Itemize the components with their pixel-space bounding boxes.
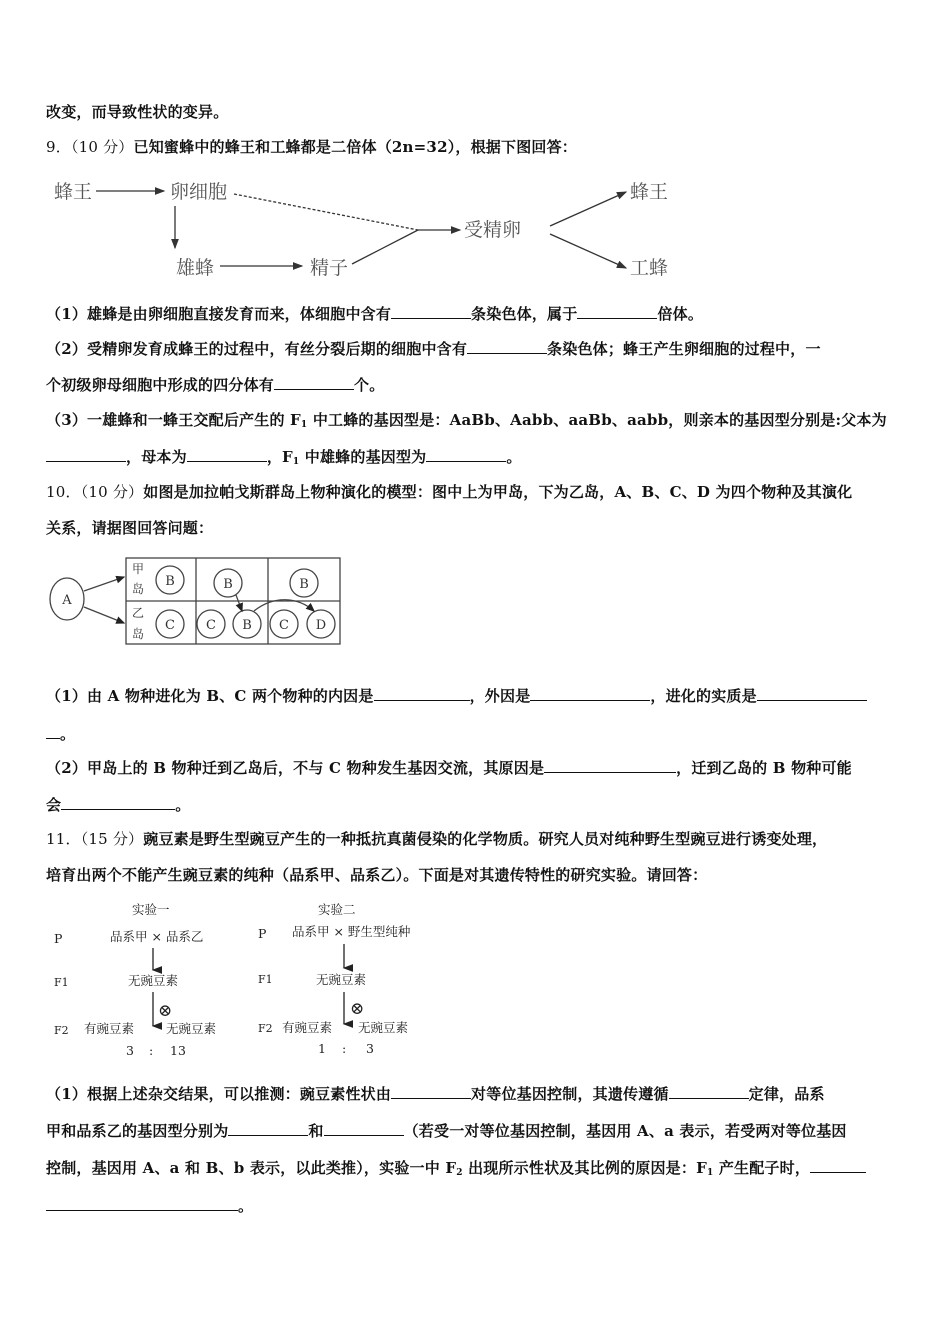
q10-p1-blank-essence[interactable] bbox=[757, 686, 867, 701]
exp2-f1: 无豌豆素 bbox=[316, 972, 367, 987]
exp2-title: 实验二 bbox=[318, 902, 356, 917]
q10-p2-text-c: 会 bbox=[46, 796, 62, 814]
q10-score: （10 分） bbox=[80, 483, 144, 501]
q10-p2-text-a: （2）甲岛上的 B 物种迁到乙岛后，不与 C 物种发生基因交流，其原因是 bbox=[46, 759, 545, 777]
q11-p1-blank-pairs[interactable] bbox=[391, 1084, 471, 1099]
q10-stem-line1 bbox=[46, 482, 852, 502]
exp2-f2-left: 有豌豆素 bbox=[282, 1020, 333, 1035]
q11-p1-text-c: 定律，品系 bbox=[748, 1085, 825, 1103]
exp1-f2-left: 有豌豆素 bbox=[84, 1021, 135, 1036]
q9-stem bbox=[46, 137, 577, 157]
exp1-ratio-left: 3 bbox=[126, 1043, 134, 1058]
exp1-selfing-icon: ⊗ bbox=[158, 1001, 173, 1021]
q9-p3-sub-2: 1 bbox=[292, 457, 300, 467]
node-queen-right: 蜂王 bbox=[630, 181, 669, 203]
node-queen-left: 蜂王 bbox=[54, 181, 93, 203]
q9-p1-text-a: （1）雄蜂是由卵细胞直接发育而来，体细胞中含有 bbox=[46, 305, 392, 323]
exp2-selfing-icon: ⊗ bbox=[350, 999, 365, 1019]
q9-p2-text-b: 条染色体；蜂王产生卵细胞的过程中，一 bbox=[547, 340, 821, 358]
exp2-ratio-right: 3 bbox=[366, 1041, 374, 1056]
q11-stem-line1 bbox=[46, 829, 827, 849]
q11-p1-blank-law[interactable] bbox=[669, 1084, 749, 1099]
exp1-ratio-right: 13 bbox=[170, 1043, 186, 1058]
node-sperm: 精子 bbox=[310, 257, 349, 279]
q9-part2-line1 bbox=[46, 339, 821, 359]
exp1-p-cross: 品系甲 × 品系乙 bbox=[110, 929, 204, 944]
arrow-zygote-to-queen bbox=[550, 192, 626, 226]
species-b-1: B bbox=[165, 574, 175, 589]
dashed-egg-line bbox=[234, 194, 418, 230]
q9-p3-text-f: 。 bbox=[506, 448, 522, 466]
q11-p1-text-f: （若受一对等位基因控制，基因用 A、a 表示，若受两对等位基因 bbox=[403, 1122, 847, 1140]
node-egg: 卵细胞 bbox=[170, 181, 228, 203]
q9-p1-blank-1[interactable] bbox=[391, 304, 471, 319]
exp2-f2-label: F2 bbox=[258, 1022, 273, 1035]
q9-part2-line2 bbox=[46, 375, 384, 395]
q9-p3-text-b: 中工蜂的基因型是：AaBb、Aabb、aaBb、aabb，则亲本的基因型分别是:父本为 bbox=[307, 411, 887, 429]
species-b-migrated: B bbox=[242, 618, 252, 633]
node-worker: 工蜂 bbox=[630, 257, 669, 279]
species-c-1: C bbox=[165, 618, 175, 633]
sperm-line bbox=[352, 230, 418, 264]
q10-p2-blank-reason[interactable] bbox=[544, 758, 676, 773]
q11-p1-blank-yi[interactable] bbox=[324, 1121, 404, 1136]
arrow-b-migrate bbox=[236, 595, 242, 611]
q10-p1-blank-external[interactable] bbox=[530, 686, 650, 701]
exp1-f1: 无豌豆素 bbox=[128, 973, 179, 988]
q10-part1-line2 bbox=[46, 724, 75, 744]
exp2-f1-label: F1 bbox=[258, 973, 273, 986]
island-yi-2: 岛 bbox=[131, 627, 145, 641]
q9-p3-sub: 1 bbox=[300, 420, 308, 430]
exp2-p-label: P bbox=[258, 926, 267, 941]
island-jia-1: 甲 bbox=[131, 562, 145, 576]
continuation-text bbox=[46, 102, 228, 122]
q9-score: （10 分） bbox=[70, 138, 134, 156]
q9-p1-blank-2[interactable] bbox=[577, 304, 657, 319]
q11-stem-text-b: 培育出两个不能产生豌豆素的纯种（品系甲、品系乙）。下面是对其遗传特性的研究实验。请回答： bbox=[46, 866, 708, 884]
species-evolution-diagram bbox=[46, 553, 346, 653]
q10-stem-text-a: 如图是加拉帕戈斯群岛上物种演化的模型：图中上为甲岛，下为乙岛，A、B、C、D 为四个物种及其演化 bbox=[143, 483, 853, 501]
q11-part1-line3 bbox=[46, 1158, 866, 1183]
q10-p1-blank-internal[interactable] bbox=[374, 686, 470, 701]
q9-p3-text-c: ，母本为 bbox=[126, 448, 187, 466]
island-jia-2: 岛 bbox=[131, 582, 145, 596]
q11-p1-text-g: 控制，基因用 A、a 和 B、b 表示，以此类推），实验一中 F bbox=[46, 1159, 457, 1177]
q11-stem-line2 bbox=[46, 865, 707, 885]
exp2-ratio-colon: : bbox=[342, 1041, 347, 1056]
q9-p3-text-e: 中雄蜂的基因型为 bbox=[299, 448, 427, 466]
q9-p2-text-d: 个。 bbox=[354, 376, 385, 394]
pea-cross-experiments-diagram bbox=[46, 898, 436, 1064]
q10-stem-line2 bbox=[46, 518, 213, 538]
exp1-f2-right: 无豌豆素 bbox=[166, 1021, 217, 1036]
q9-p2-blank-1[interactable] bbox=[467, 339, 547, 354]
q11-p1-text-h: 出现所示性状及其比例的原因是：F bbox=[462, 1159, 707, 1177]
bee-reproduction-diagram bbox=[50, 168, 690, 280]
q11-number: 11． bbox=[46, 830, 81, 848]
exp1-f2-label: F2 bbox=[54, 1024, 69, 1037]
species-a-label: A bbox=[62, 593, 72, 608]
q9-stem-text: 已知蜜蜂中的蜂王和工蜂都是二倍体（2n=32），根据下图回答： bbox=[133, 138, 578, 156]
q11-part1-line2 bbox=[46, 1121, 847, 1141]
q11-p1-text-d: 甲和品系乙的基因型分别为 bbox=[46, 1122, 229, 1140]
exp1-f1-label: F1 bbox=[54, 976, 69, 989]
q10-p2-blank-outcome[interactable] bbox=[61, 795, 175, 810]
q11-stem-text-a: 豌豆素是野生型豌豆产生的一种抵抗真菌侵染的化学物质。研究人员对纯种野生型豌豆进行诱变处理， bbox=[143, 830, 828, 848]
exp2-p-cross: 品系甲 × 野生型纯种 bbox=[292, 924, 411, 939]
island-yi-1: 乙 bbox=[131, 606, 145, 620]
q10-part2-line2 bbox=[46, 795, 190, 815]
exp1-title: 实验一 bbox=[132, 902, 170, 917]
arrow-a-to-top bbox=[84, 577, 124, 591]
q11-p1-blank-reason-cont[interactable] bbox=[46, 1196, 238, 1211]
q11-p1-sub-f1: 1 bbox=[706, 1168, 714, 1178]
q11-p1-text-i: 产生配子时， bbox=[713, 1159, 811, 1177]
exp2-ratio-left: 1 bbox=[318, 1041, 326, 1056]
node-drone: 雄蜂 bbox=[176, 257, 215, 279]
q9-number: 9． bbox=[46, 138, 71, 156]
species-c-3: C bbox=[279, 618, 289, 633]
q9-p2-text-a: （2）受精卵发育成蜂王的过程中，有丝分裂后期的细胞中含有 bbox=[46, 340, 468, 358]
q9-part1 bbox=[46, 304, 703, 324]
q10-part1-line1 bbox=[46, 686, 867, 706]
q11-p1-text-a: （1）根据上述杂交结果，可以推测：豌豆素性状由 bbox=[46, 1085, 392, 1103]
q9-p3-blank-father[interactable] bbox=[46, 447, 126, 462]
exp2-f2-right: 无豌豆素 bbox=[358, 1020, 409, 1035]
q11-p1-text-b: 对等位基因控制，其遗传遵循 bbox=[471, 1085, 669, 1103]
q9-p3-text-a: （3）一雄蜂和一蜂王交配后产生的 F bbox=[46, 411, 301, 429]
q9-p2-blank-2[interactable] bbox=[274, 375, 354, 390]
q11-part1-line1 bbox=[46, 1084, 825, 1104]
q9-part3-line2 bbox=[46, 447, 522, 472]
q10-number: 10． bbox=[46, 483, 81, 501]
species-b-3: B bbox=[299, 577, 309, 592]
q10-stem-text-b: 关系，请据图回答问题： bbox=[46, 519, 214, 537]
q9-p3-text-d: ，F bbox=[266, 448, 293, 466]
species-b-2: B bbox=[223, 577, 233, 592]
q10-p2-text-b: ，迁到乙岛的 B 物种可能 bbox=[676, 759, 852, 777]
q11-p1-text-e: 和 bbox=[308, 1122, 324, 1140]
q10-part2-line1 bbox=[46, 758, 852, 778]
q10-p1-text-b: ，外因是 bbox=[469, 687, 531, 705]
species-d: D bbox=[315, 618, 327, 633]
q9-p3-blank-drone[interactable] bbox=[426, 447, 506, 462]
q9-p1-text-b: 条染色体，属于 bbox=[471, 305, 578, 323]
q10-p1-text-d: 。 bbox=[60, 725, 76, 743]
q9-p2-text-c: 个初级卵母细胞中形成的四分体有 bbox=[46, 376, 275, 394]
q11-p1-blank-jia[interactable] bbox=[228, 1121, 308, 1136]
q11-score: （15 分） bbox=[80, 830, 144, 848]
q10-p1-blank-essence-cont[interactable] bbox=[46, 724, 60, 739]
q9-p3-blank-mother[interactable] bbox=[187, 447, 267, 462]
arrow-a-to-bottom bbox=[84, 607, 124, 623]
q10-p1-text-a: （1）由 A 物种进化为 B、C 两个物种的内因是 bbox=[46, 687, 374, 705]
exp1-ratio-colon: : bbox=[149, 1043, 154, 1058]
species-c-2: C bbox=[206, 618, 216, 633]
q9-part3-line1 bbox=[46, 410, 887, 435]
q11-p1-sub-f2: 2 bbox=[456, 1168, 463, 1178]
q11-part1-line4 bbox=[46, 1196, 253, 1216]
exp1-p-label: P bbox=[54, 931, 63, 946]
q10-p2-text-d: 。 bbox=[175, 796, 191, 814]
q10-p1-text-c: ，进化的实质是 bbox=[650, 687, 757, 705]
continuation-sentence: 改变，而导致性状的变异。 bbox=[46, 103, 229, 121]
node-zygote: 受精卵 bbox=[464, 219, 522, 241]
arrow-zygote-to-worker bbox=[550, 234, 626, 268]
q11-p1-blank-reason[interactable] bbox=[810, 1158, 866, 1173]
q9-p1-text-c: 倍体。 bbox=[657, 305, 704, 323]
q11-p1-text-j: 。 bbox=[238, 1197, 254, 1215]
